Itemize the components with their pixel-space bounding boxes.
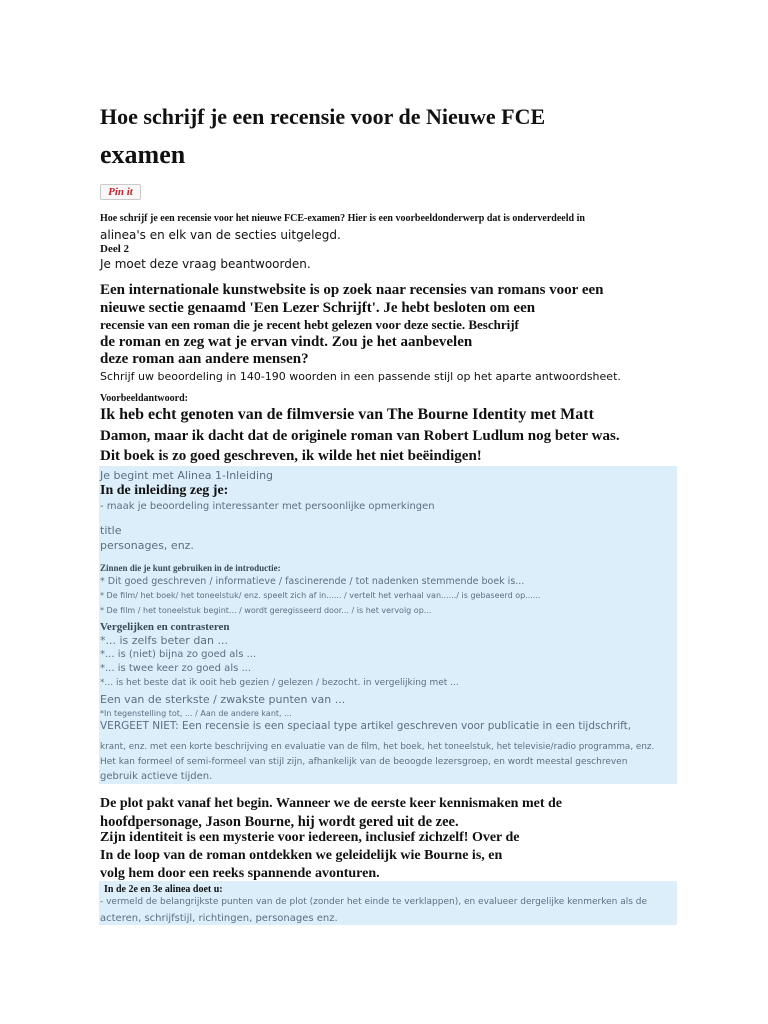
- page-title-line-1: Hoe schrijf je een recensie voor de Nieuwe FCE: [100, 104, 546, 129]
- phrases-heading: Zinnen die je kunt gebruiken in de introductie:: [100, 563, 281, 573]
- plot-line-5: volg hem door een reeks spannende avonturen.: [100, 866, 380, 881]
- example-line-2: Damon, maar ik dacht dat de originele roman van Robert Ludlum nog beter was.: [100, 428, 620, 444]
- compare-item-3: *... is twee keer zo goed als ...: [100, 663, 252, 674]
- box1-bullet: - maak je beoordeling interessanter met persoonlijke opmerkingen: [100, 501, 435, 512]
- plot-line-4: In de loop van de roman ontdekken we geleidelijk wie Bourne is, en: [100, 848, 503, 863]
- box1-start-line: Je begint met Alinea 1-Inleiding: [100, 469, 274, 482]
- box2-heading: In de 2e en 3e alinea doet u:: [104, 884, 223, 895]
- task-line-1: Een internationale kunstwebsite is op zoek naar recensies van romans voor een: [100, 282, 604, 298]
- page-title-line-2: examen: [100, 140, 186, 169]
- part-instruction: Je moet deze vraag beantwoorden.: [100, 257, 311, 271]
- task-line-4: de roman en zeg wat je ervan vindt. Zou je het aanbevelen: [100, 334, 473, 350]
- phrase-item-1: * Dit goed geschreven / informatieve / fascinerende / tot nadenken stemmende boek is...: [100, 576, 525, 587]
- contrast-line: *In tegenstelling tot, ... / Aan de andere kant, ...: [100, 709, 292, 718]
- intro-line-2: alinea's en elk van de secties uitgelegd.: [100, 228, 341, 242]
- forget-line-2: krant, enz. met een korte beschrijving en evaluatie van de film, het boek, het toneelstuk, het televisie/radio programma, enz.: [100, 742, 655, 752]
- forget-line-4: gebruik actieve tijden.: [100, 771, 213, 782]
- box1-title-word: title: [100, 524, 122, 537]
- pin-it-button[interactable]: [100, 184, 141, 200]
- compare-item-2: *... is (niet) bijna zo goed als ...: [100, 649, 257, 660]
- task-line-2: nieuwe sectie genaamd 'Een Lezer Schrijft'. Je hebt besloten om een: [100, 300, 536, 316]
- example-line-3: Dit boek is zo goed geschreven, ik wilde het niet beëindigen!: [100, 448, 482, 464]
- part-heading: Deel 2: [100, 243, 130, 255]
- intro-line-1: Hoe schrijf je een recensie voor het nieuwe FCE-examen? Hier is een voorbeeldonderwerp dat is onderverdeeld in: [100, 213, 585, 224]
- task-line-3: recensie van een roman die je recent hebt gelezen voor deze sectie. Beschrijf: [100, 317, 519, 332]
- example-line-1: Ik heb echt genoten van de filmversie van The Bourne Identity met Matt: [100, 406, 594, 423]
- plot-line-3: Zijn identiteit is een mysterie voor iedereen, inclusief zichzelf! Over de: [100, 830, 520, 845]
- pinterest-icon: Pin it: [108, 186, 133, 198]
- example-label: Voorbeeldantwoord:: [100, 393, 188, 404]
- plot-line-2: hoofdpersonage, Jason Bourne, hij wordt gered uit de zee.: [100, 814, 459, 830]
- compare-item-4: *... is het beste dat ik ooit heb gezien / gelezen / bezocht. in vergelijking met ...: [100, 678, 459, 688]
- forget-line-1: VERGEET NIET: Een recensie is een speciaal type artikel geschreven voor publicatie in een tijdschrift,: [100, 720, 632, 732]
- plot-line-1: De plot pakt vanaf het begin. Wanneer we de eerste keer kennismaken met de: [100, 796, 562, 811]
- forget-line-3: Het kan formeel of semi-formeel van stijl zijn, afhankelijk van de beoogde lezersgroep, en wordt meestal geschreven: [100, 757, 628, 767]
- compare-heading: Vergelijken en contrasteren: [100, 621, 230, 633]
- box2-line-1: - vermeld de belangrijkste punten van de plot (zonder het einde te verklappen), en evalueer dergelijke kenmerken als de: [100, 897, 648, 907]
- task-note: Schrijf uw beoordeling in 140-190 woorden in een passende stijl op het aparte antwoordsheet.: [100, 370, 621, 383]
- task-line-5: deze roman aan andere mensen?: [100, 351, 309, 367]
- strongest-line: Een van de sterkste / zwakste punten van ...: [100, 693, 346, 706]
- box1-personages: personages, enz.: [100, 539, 194, 552]
- box2-line-2: acteren, schrijfstijl, richtingen, personages enz.: [100, 913, 338, 924]
- phrase-item-2: * De film/ het boek/ het toneelstuk/ enz. speelt zich af in...... / vertelt het verhaal van....../ is gebaseerd op......: [100, 591, 541, 600]
- compare-item-1: *... is zelfs beter dan ...: [100, 634, 228, 647]
- phrase-item-3: * De film / het toneelstuk begint... / wordt geregisseerd door... / is het vervolg op...: [100, 606, 432, 615]
- box1-heading: In de inleiding zeg je:: [100, 483, 229, 498]
